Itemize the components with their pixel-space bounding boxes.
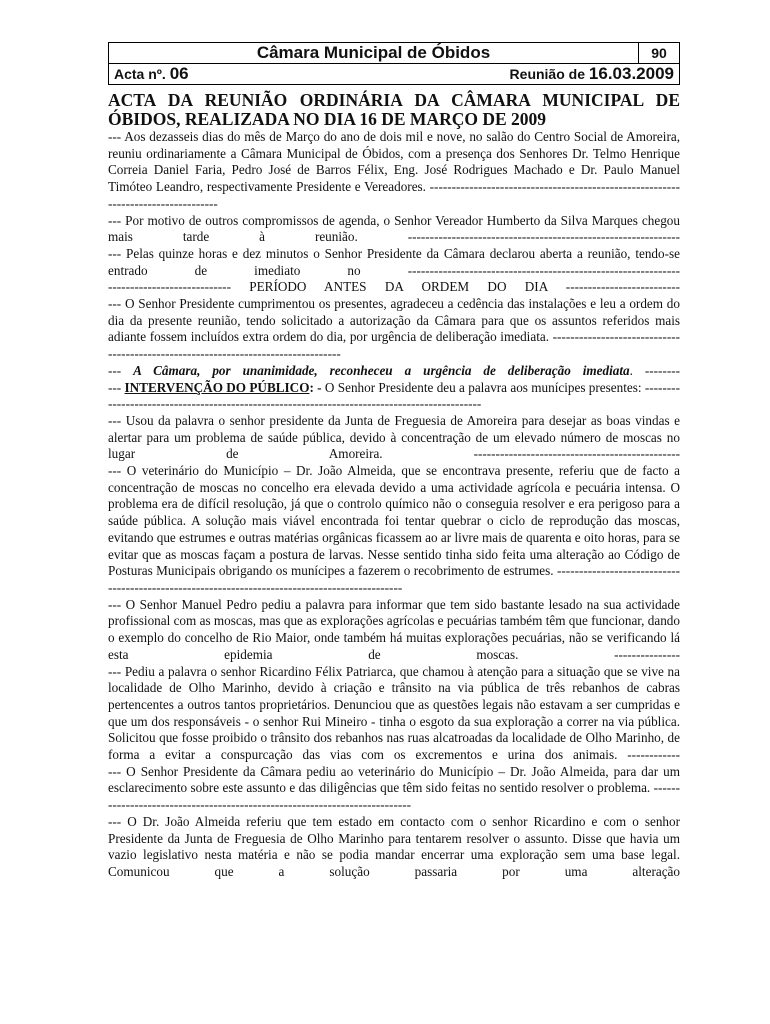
deliberation-suffix: . -------- xyxy=(629,362,680,378)
meeting-date: 16.03.2009 xyxy=(588,64,674,83)
paragraph: --- Usou da palavra o senhor presidente da Junta de Freguesia de Amoreira para desejar as boas vindas e alertar para um problema de saúde pública, devido à concentração de um elevado número de moscas no lugar de Amoreira. ----------------------------------------------- xyxy=(108,412,680,462)
acta-label: Acta nº. xyxy=(114,66,166,82)
paragraph: --- Pelas quinze horas e dez minutos o Senhor Presidente da Câmara declarou aberta a reunião, tendo-se entrado de imediato no -------------------------------------------------------------- xyxy=(108,245,680,278)
document-title: ACTA DA REUNIÃO ORDINÁRIA DA CÂMARA MUNICIPAL DE ÓBIDOS, REALIZADA NO DIA 16 DE MARÇO DE 2009 xyxy=(108,90,680,129)
deliberation-paragraph xyxy=(108,363,680,380)
intervention-paragraph xyxy=(108,380,680,413)
intervention-prefix: --- xyxy=(108,379,125,395)
deliberation-text: A Câmara, por unanimidade, reconheceu a urgência de deliberação imediata xyxy=(133,362,630,378)
paragraph: --- O Senhor Presidente cumprimentou os presentes, agradeceu a cedência das instalações e leu a ordem do dia da presente reunião, tendo solicitado a autorização da Câmara para que os assuntos referidos mais adiante fossem incluídos extra ordem do dia, por urgência de deliberação imediata. ---------------------------------------------------------------------------------- xyxy=(108,296,680,362)
paragraph: --- O Senhor Presidente da Câmara pediu ao veterinário do Município – Dr. João Almeida, para dar um esclarecimento sobre este assunto e das diligências que têm sido feitas no sentido resolver o problema. --------------------------------------------------------------------------- xyxy=(108,763,680,813)
acta-number: 06 xyxy=(169,64,189,83)
paragraph: --- O veterinário do Município – Dr. João Almeida, que se encontrava presente, referiu que de facto a concentração de moscas no concelho era elevada devido a uma actividade agrícola e pecuária intensa. O problema era de difícil resolução, já que o controlo químico não o conseguia resolver e era perigoso para a saúde pública. A solução mais viável encontrada foi tentar quebrar o ciclo de reprodução das moscas, evitando que estrumes e outras matérias orgânicas ficassem ao ar livre mais de quarenta e oito horas, para se evitar que as moscas façam a postura de larvas. Nesse sentido tinha sido feita uma alteração ao Código de Posturas Municipais obrigando os munícipes a fazerem o recobrimento de estrumes. ----------------------------------------------------------------------------------------------- xyxy=(108,463,680,595)
page-number: 90 xyxy=(639,43,680,64)
document-body xyxy=(108,129,680,881)
paragraph: --- O Senhor Manuel Pedro pediu a palavra para informar que tem sido bastante lesado na sua actividade profissional com as moscas, mas que as explorações agrícolas e pecuárias também têm que funcionar, dando o exemplo do concelho de Rio Maior, onde também há muitas explorações pecuárias, não se verificando lá esta epidemia de moscas. --------------- xyxy=(108,596,680,662)
document-header xyxy=(108,42,680,85)
meeting-label: Reunião de xyxy=(509,66,586,82)
intervention-heading: INTERVENÇÃO DO PÚBLICO xyxy=(124,379,310,395)
meeting-info xyxy=(510,64,674,84)
acta-info-row xyxy=(109,64,680,85)
section-heading-periodo: ---------------------------- PERÍODO ANTES DA ORDEM DO DIA -------------------------- xyxy=(108,279,680,295)
paragraph: --- Por motivo de outros compromissos de agenda, o Senhor Vereador Humberto da Silva Marques chegou mais tarde à reunião. -------------------------------------------------------------- xyxy=(108,212,680,245)
intervention-separator: : - xyxy=(309,379,325,395)
deliberation-prefix: --- xyxy=(108,362,134,378)
institution-name: Câmara Municipal de Óbidos xyxy=(109,43,639,64)
paragraph: --- O Dr. João Almeida referiu que tem estado em contacto com o senhor Ricardino e com o senhor Presidente da Junta de Freguesia de Olho Marinho para tentarem resolver o assunto. Disse que havia um vazio legislativo nesta matéria e não se podia mandar encerrar uma exploração sem uma base legal. Comunicou que a solução passaria por uma alteração xyxy=(108,813,680,879)
paragraph: --- Pediu a palavra o senhor Ricardino Félix Patriarca, que chamou à atenção para a situação que se vive na localidade de Olho Marinho, devido à criação e trânsito na via pública de três rebanhos de cabras pertencentes a outros tantos proprietários. Denunciou que as questões legais não estavam a ser cumpridas e que um dos responsáveis - o senhor Rui Mineiro - tinha o esgoto da sua exploração a correr na via pública. Solicitou que fosse proibido o trânsito dos rebanhos nas ruas alcatroadas da localidade de Olho Marinho, de forma a evitar a conspurcação das vias com os excrementos e urina dos animais. ------------ xyxy=(108,663,680,763)
document-page xyxy=(108,42,680,881)
intervention-text: O Senhor Presidente deu a palavra aos munícipes presentes: --------------------------------------------------------------------------------------------- xyxy=(108,379,680,412)
paragraph: --- Aos dezasseis dias do mês de Março do ano de dois mil e nove, no salão do Centro Social de Amoreira, reuniu ordinariamente a Câmara Municipal de Óbidos, com a presença dos Senhores Dr. Telmo Henrique Correia Daniel Faria, Pedro José de Barros Félix, Eng. José Rodrigues Machado e Dr. Paulo Manuel Timóteo Leandro, respectivamente Presidente e Vereadores. ---------------------------------------------------------------------------------- xyxy=(108,129,680,211)
